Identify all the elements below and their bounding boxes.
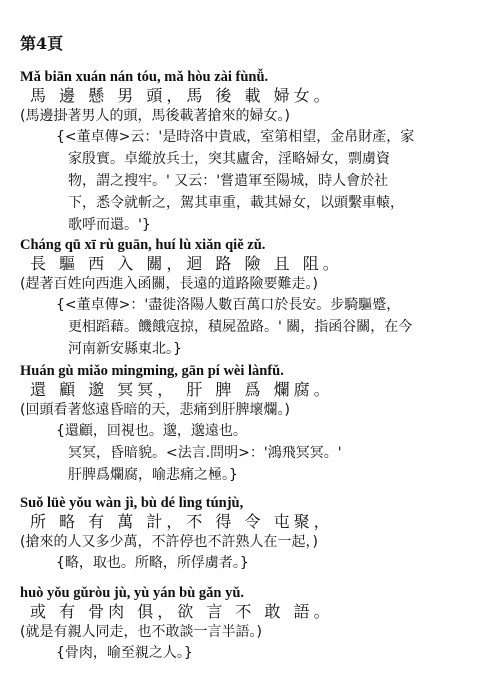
translation-line: (回頭看著悠遠昏暗的天，悲痛到肝脾壞爛。): [20, 402, 290, 418]
note-line: {骨肉，喻至親之人。}: [56, 645, 193, 661]
verse-section: [20, 68, 490, 236]
note-line: 更相蹈藉。饑餓寇掠，積屍盈路。' 關，指函谷關，在今: [68, 319, 413, 335]
note-line: {<董卓傳>云：'是時洛中貴戚，室第相望，金帛財產，家: [56, 129, 415, 145]
pinyin-line: Suǒ lüè yǒu wàn jì, bù dé lìng túnjù,: [20, 495, 244, 511]
pinyin-line: Mǎ biān xuán nán tóu, mǎ hòu zài fùnǚ.: [20, 69, 269, 85]
verse-section: [20, 494, 490, 574]
verse-line: 所 略 有 萬 計，不 得 令 屯聚，: [30, 512, 334, 531]
note-line: {還顧，回視也。邈，邈遠也。: [56, 423, 247, 439]
translation-line: (馬邊掛著男人的頭，馬後載著搶來的婦女。): [20, 108, 290, 124]
verse-section: [20, 362, 490, 486]
translation-line: (趕著百姓向西進入函關，長遠的道路險要難走。): [20, 276, 318, 292]
note-line: 冥冥，昏暗貌。<法言.問明>：'鴻飛冥冥。': [68, 445, 342, 461]
note-line: 肝脾爲爛腐，喻悲痛之極。}: [68, 467, 238, 483]
verse-line: 馬 邊 懸 男 頭，馬 後 載 婦女。: [30, 86, 334, 105]
verse-line: 還 顧 邈 冥冥， 肝 脾 爲 爛腐。: [30, 380, 334, 399]
page-label: 第4頁: [20, 34, 64, 53]
note-line: 下，悉令就斬之，駕其車重，載其婦女，以頭繫車轅，: [68, 195, 404, 211]
pinyin-line: huò yǒu gǔròu jù, yù yán bù gǎn yǔ.: [20, 585, 245, 601]
pinyin-line: Huán gù miǎo mingming, gān pí wèi lànfǔ.: [20, 363, 284, 379]
verse-section: [20, 584, 490, 664]
note-line: 河南新安縣東北。}: [68, 341, 182, 357]
translation-line: (搶來的人又多少萬，不許停也不許熟人在一起，): [20, 534, 318, 550]
verse-line: 長 驅 西 入 關，迴 路 險 且 阻。: [30, 254, 343, 273]
note-line: 家殷實。卓縱放兵士，突其廬舍，淫略婦女，剽虜資: [68, 151, 390, 167]
verse-section: [20, 236, 490, 360]
note-line: {<董卓傳>：'盡徙洛陽人數百萬口於長安。步騎驅蹙，: [56, 297, 401, 313]
pinyin-line: Cháng qū xī rù guān, huí lù xiǎn qiě zǔ.: [20, 237, 266, 253]
note-line: 歌呼而還。'}: [68, 217, 151, 233]
note-line: {略，取也。所略，所俘虜者。}: [56, 555, 249, 571]
verse-line: 或 有 骨肉 俱，欲 言 不 敢 語。: [30, 602, 334, 621]
translation-line: (就是有親人同走，也不敢談一言半語。): [20, 624, 262, 640]
note-line: 物，謂之搜牢。' 又云：'嘗遣軍至陽城，時人會於社: [68, 173, 389, 189]
